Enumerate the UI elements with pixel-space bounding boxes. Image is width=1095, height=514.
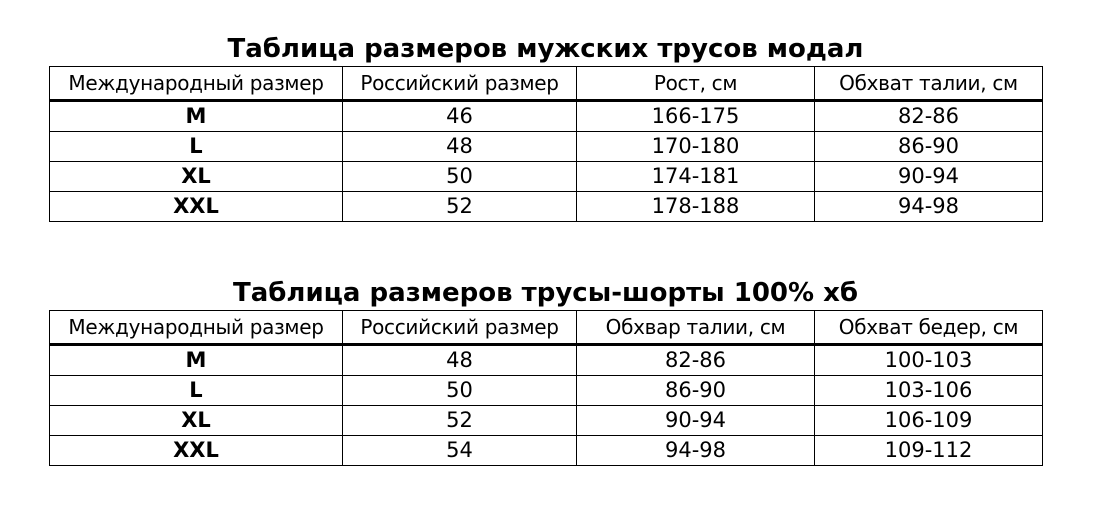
waist-cell: 86-90 <box>815 132 1043 162</box>
international-size-cell: XXL <box>50 436 343 466</box>
international-size-cell: XL <box>50 406 343 436</box>
hips-cell: 106-109 <box>815 406 1043 436</box>
russian-size-cell: 48 <box>343 132 577 162</box>
waist-cell: 94-98 <box>577 436 815 466</box>
height-cell: 166-175 <box>577 101 815 132</box>
height-cell: 170-180 <box>577 132 815 162</box>
column-header-waist: Обхват талии, см <box>815 67 1043 101</box>
column-header-height: Рост, см <box>577 67 815 101</box>
column-header-international-size: Международный размер <box>50 311 343 345</box>
height-cell: 174-181 <box>577 162 815 192</box>
table-title: Таблица размеров мужских трусов модал <box>227 34 864 64</box>
size-chart-shorts <box>49 276 1042 466</box>
russian-size-cell: 48 <box>343 345 577 376</box>
russian-size-cell: 50 <box>343 376 577 406</box>
waist-cell: 90-94 <box>815 162 1043 192</box>
hips-cell: 103-106 <box>815 376 1043 406</box>
column-header-hips: Обхват бедер, см <box>815 311 1043 345</box>
table-header-row <box>50 67 1043 101</box>
waist-cell: 86-90 <box>577 376 815 406</box>
international-size-cell: M <box>50 345 343 376</box>
russian-size-cell: 52 <box>343 192 577 222</box>
russian-size-cell: 54 <box>343 436 577 466</box>
table-row <box>50 162 1043 192</box>
table-row <box>50 436 1043 466</box>
table-title: Таблица размеров трусы-шорты 100% хб <box>232 278 859 308</box>
waist-cell: 90-94 <box>577 406 815 436</box>
international-size-cell: L <box>50 132 343 162</box>
table-header-row <box>50 311 1043 345</box>
table-row <box>50 406 1043 436</box>
international-size-cell: XXL <box>50 192 343 222</box>
hips-cell: 100-103 <box>815 345 1043 376</box>
table-row <box>50 101 1043 132</box>
international-size-cell: XL <box>50 162 343 192</box>
table-row <box>50 132 1043 162</box>
waist-cell: 82-86 <box>577 345 815 376</box>
table-row <box>50 192 1043 222</box>
column-header-waist: Обхвар талии, см <box>577 311 815 345</box>
russian-size-cell: 50 <box>343 162 577 192</box>
column-header-russian-size: Российский размер <box>343 311 577 345</box>
size-table <box>49 66 1043 222</box>
international-size-cell: M <box>50 101 343 132</box>
table-row <box>50 376 1043 406</box>
waist-cell: 82-86 <box>815 101 1043 132</box>
size-chart-modal <box>49 32 1042 222</box>
column-header-russian-size: Российский размер <box>343 67 577 101</box>
international-size-cell: L <box>50 376 343 406</box>
table-row <box>50 345 1043 376</box>
height-cell: 178-188 <box>577 192 815 222</box>
column-header-international-size: Международный размер <box>50 67 343 101</box>
russian-size-cell: 46 <box>343 101 577 132</box>
waist-cell: 94-98 <box>815 192 1043 222</box>
russian-size-cell: 52 <box>343 406 577 436</box>
size-table <box>49 310 1043 466</box>
hips-cell: 109-112 <box>815 436 1043 466</box>
